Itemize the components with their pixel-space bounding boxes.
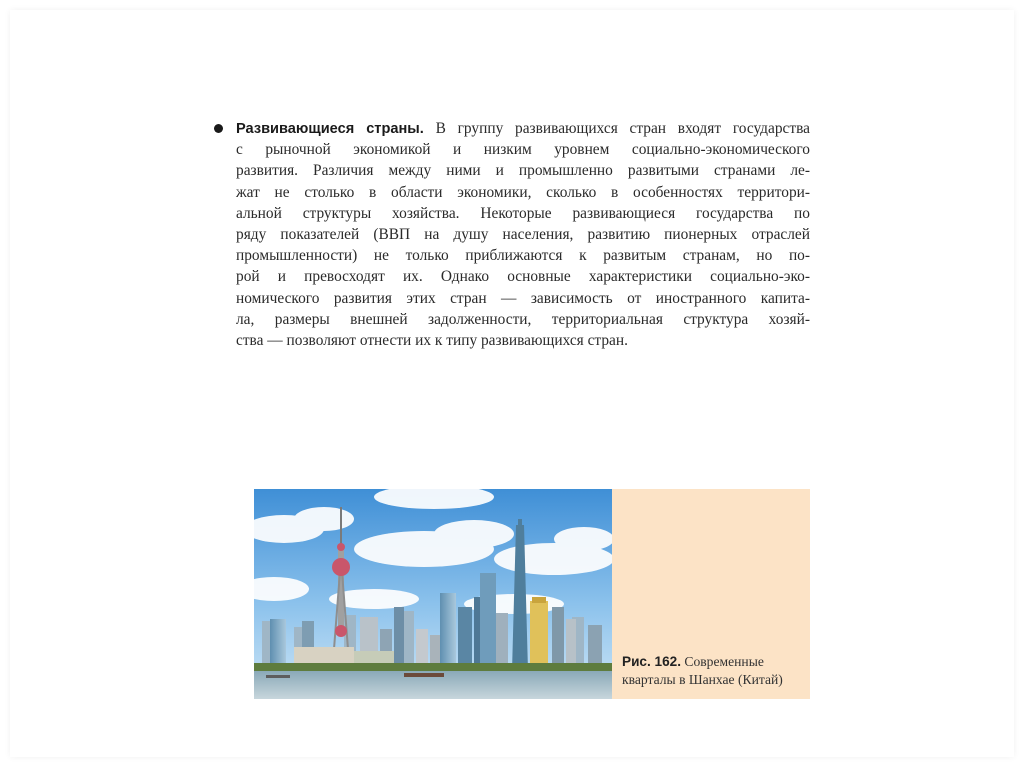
paragraph-line-8: рой и превосходят их. Однако основные характеристики социально-эко- (236, 268, 810, 286)
paragraph-line-4: жат не столько в области экономики, сколько в особенностях территори- (236, 183, 810, 201)
caption-panel (612, 489, 810, 699)
page (10, 10, 1014, 757)
shanghai-skyline-photo (254, 489, 612, 699)
paragraph-line-3: развития. Различия между ними и промышленно развитыми странами ле- (236, 162, 810, 180)
paragraph-line-11: ства — позволяют отнести их к типу развивающихся стран. (236, 331, 628, 349)
paragraph-line-6: ряду показателей (ВВП на душу населения, развитию пионерных отраслей (236, 225, 810, 243)
paragraph-line-2: с рыночной экономикой и низким уровнем социально-экономического (236, 141, 810, 159)
paragraph-lead: Развивающиеся страны. (236, 121, 424, 137)
caption-text: Современные (681, 654, 764, 669)
figure-number: Рис. 162. (622, 654, 681, 669)
paragraph-line-5: альной структуры хозяйства. Некоторые развивающиеся государства по (236, 204, 810, 222)
figure-caption (622, 653, 812, 689)
paragraph-line-1: Развивающиеся страны. В группу развивающихся стран входят государства (236, 120, 810, 137)
caption-text-line-2: кварталы в Шанхае (Китай) (622, 672, 783, 687)
figure-162 (254, 489, 810, 699)
body-paragraph (236, 118, 810, 351)
paragraph-line-10: ла, размеры внешней задолженности, территориальная структура хозяй- (236, 310, 810, 328)
bullet-icon (214, 124, 223, 133)
paragraph-line-9: номического развития этих стран — зависимость от иностранного капита- (236, 289, 810, 307)
paragraph-line-7: промышленности) не только приближаются к развитым странам, но по- (236, 247, 810, 265)
